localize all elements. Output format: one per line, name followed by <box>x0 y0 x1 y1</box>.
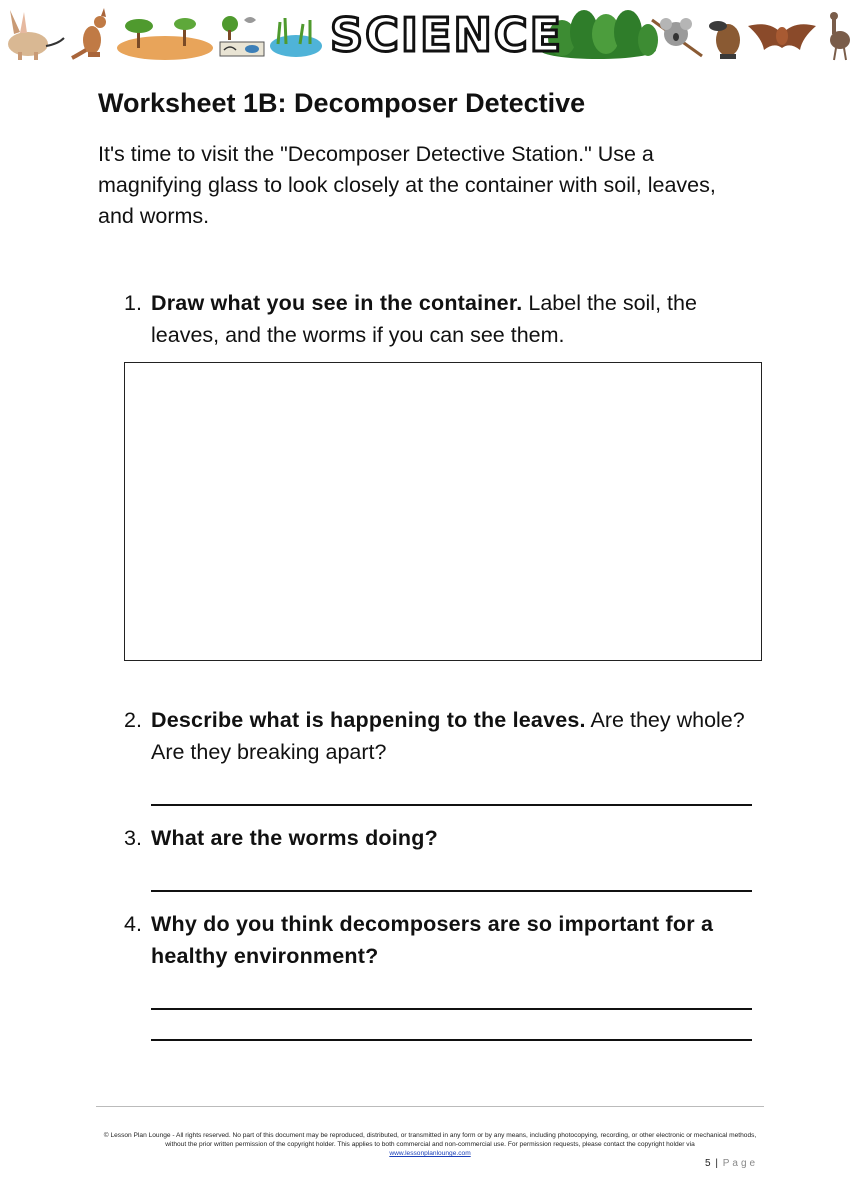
worksheet-intro: It's time to visit the "Decomposer Detective Station." Use a magnifying glass to look closely at the container with soil, leaves, and worms. <box>98 142 716 228</box>
drawing-box[interactable] <box>124 362 762 661</box>
emu-icon <box>830 12 850 60</box>
answer-line[interactable] <box>151 804 752 806</box>
worksheet-title: Worksheet 1B: Decomposer Detective <box>98 88 586 118</box>
answer-line[interactable] <box>151 1008 752 1010</box>
kangaroo-icon <box>72 8 106 58</box>
question-prompt-bold: What are the worms doing? <box>151 826 438 850</box>
science-banner <box>0 0 857 70</box>
question-1 <box>124 287 764 351</box>
question-prompt-rest: Are they whole? Are they breaking apart? <box>151 708 745 764</box>
question-number: 1. <box>124 291 142 315</box>
bilby-icon <box>8 10 64 60</box>
question-prompt-bold: Describe what is happening to the leaves. <box>151 708 586 732</box>
koala-icon <box>652 18 702 56</box>
copyright-text: © Lesson Plan Lounge - All rights reserved. No part of this document may be reproduced, distributed, or transmitted in any form or by any means, including photocopying, recording, or other electronic or mechanical methods, without the prior written permission of the copyright holder. This applies to both commercial and non-commercial use. For permission requests, please contact the copyright holder via <box>103 1132 757 1148</box>
question-3 <box>124 822 764 854</box>
question-prompt-rest: Label the soil, the leaves, and the worms if you can see them. <box>151 291 697 347</box>
answer-line[interactable] <box>151 890 752 892</box>
question-2 <box>124 704 764 768</box>
page-label: Page <box>722 1158 759 1169</box>
question-number: 3. <box>124 826 142 850</box>
question-prompt-bold: Why do you think decomposers are so important for a healthy environment? <box>151 912 714 968</box>
desert-trees-icon <box>117 18 213 60</box>
page-number-value: 5 <box>705 1158 712 1169</box>
bat-icon <box>748 24 816 50</box>
question-number: 4. <box>124 912 142 936</box>
footer-copyright <box>96 1131 764 1158</box>
banner-title: SCIENCE <box>330 8 564 62</box>
wetland-icon <box>270 18 322 57</box>
food-chain-icon <box>220 16 264 56</box>
footer-link[interactable]: www.lessonplanlounge.com <box>389 1150 471 1157</box>
question-4 <box>124 908 764 972</box>
platypus-icon <box>709 21 740 59</box>
page-separator: | <box>715 1158 719 1169</box>
page-number <box>705 1158 758 1169</box>
question-number: 2. <box>124 708 142 732</box>
answer-line[interactable] <box>151 1039 752 1041</box>
question-prompt-bold: Draw what you see in the container. <box>151 291 523 315</box>
footer-divider <box>96 1106 764 1107</box>
